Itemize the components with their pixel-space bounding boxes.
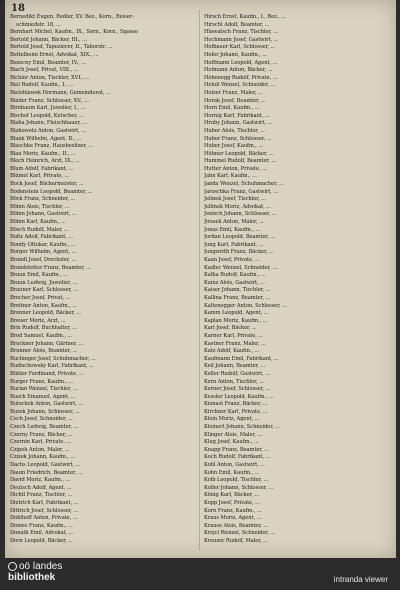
page-number: 18 <box>11 3 25 14</box>
directory-entry: David Moriz, Kaufm., ... <box>10 477 71 484</box>
directory-entry: Jahn Karl, Kaufm., ... <box>204 173 257 180</box>
directory-entry: Brix Rudolf, Buchhalter, ... <box>10 325 77 332</box>
directory-entry: Bezecny Emil, Beamter, IV., ... <box>10 59 86 66</box>
directory-entry: Kopp Josef, Private, ... <box>204 500 260 506</box>
directory-entry: Kirchner Karl, Private, ... <box>204 408 268 415</box>
directory-entry: Kohn Emil, Kaufm., ... <box>204 469 260 476</box>
directory-entry: Bernedikt Eugen, Redler, XV. Bez., Korn., Reiser- <box>10 14 134 20</box>
directory-entry: Brandl Josef, Drechsler, ... <box>10 257 77 263</box>
directory-entry: Kreuzer Rudolf, Maler, ... <box>204 537 268 544</box>
directory-entry: Knapp Franz, Beamter, ... <box>204 446 269 453</box>
scanned-page <box>5 0 396 558</box>
directory-entry: Jonas Emil, Kaufm., ... <box>204 226 261 233</box>
directory-entry: Czernin Karl, Private, ... <box>10 439 72 446</box>
directory-entry: Kessler Leopold, Kaufm., ... <box>204 393 274 400</box>
logo-mark-icon <box>8 562 17 571</box>
directory-entry: Böhm Alois, Tischler, ... <box>10 203 70 210</box>
directory-entry: Kohl Anton, Gastwirt, ... <box>204 462 265 469</box>
directory-entry: Doblhoff Anton, Private, ... <box>10 515 78 522</box>
directory-entry: Breuer Moriz, Arzt, ... <box>10 317 66 324</box>
directory-entry: König Karl, Bäcker, ... <box>204 492 260 499</box>
directory-entry: Huber Alois, Tischler, ... <box>204 127 265 134</box>
directory-entry: Hohenegg Rudolf, Private, ... <box>204 74 278 81</box>
directory-entry: Breitner Anton, Kaufm., ... <box>10 302 77 309</box>
directory-entry: Böhm Karl, Kaufm., ... <box>10 219 67 226</box>
directory-entry: Brandstetter Franz, Beamter, ... <box>10 264 91 271</box>
logo-text-line2: bibliothek <box>8 572 56 583</box>
directory-entry: Kraus Moriz, Agent, ... <box>204 515 262 522</box>
directory-entry: Boltz Adolf, Fabrikant, ... <box>10 234 73 241</box>
directory-entry: Blaschke Franz, Hausbesitzer, ... <box>10 143 93 150</box>
directory-entry: Borger Wilhelm, Agent, ... <box>10 249 76 256</box>
directory-entry: Bodenstein Leopold, Beamter, ... <box>10 188 93 195</box>
directory-entry: Budischowsky Karl, Fabrikant, ... <box>10 363 94 370</box>
library-logo[interactable] <box>8 561 62 583</box>
directory-entry: Kastner Franz, Maler, ... <box>204 340 266 347</box>
directory-entry: Czerny Franz, Bäcker, ... <box>10 431 73 438</box>
logo-line1-label: oö landes <box>19 561 63 572</box>
directory-entry: Bertold Johann, Bäcker, III., ... <box>10 36 87 43</box>
directory-entry: Korn Franz, Kaufm., ... <box>204 507 262 514</box>
directory-entry: Kleinert Johann, Schneider, ... <box>204 424 280 431</box>
directory-entry: Dorn Leopold, Bäcker, ... <box>10 537 73 544</box>
directory-entry: Horak Josef, Beamter, ... <box>204 97 266 104</box>
directory-entry: Kaufmann Emil, Fabrikant, ... <box>204 355 279 362</box>
directory-entry: Czech Ludwig, Beamter, ... <box>10 424 79 431</box>
directory-entry: Keller Rudolf, Gastwirt, ... <box>204 370 270 377</box>
directory-entry: Hirschl Adolf, Beamter, ... <box>204 21 270 28</box>
left-column <box>10 14 196 546</box>
directory-entry: Brauner Karl, Schlosser, ... <box>10 287 79 294</box>
directory-entry: Czizek Johann, Kaufm., ... <box>10 454 76 461</box>
directory-entry: Kern Anton, Tischler, ... <box>204 378 264 385</box>
directory-entry: Klein Moriz, Agent, ... <box>204 416 260 423</box>
directory-entry: Blahowetz Anton, Gastwirt, ... <box>10 127 86 134</box>
directory-entry: Hlawatsch Franz, Tischler, ... <box>204 29 278 36</box>
directory-entry: Janda Wenzel, Schuhmacher, ... <box>204 181 284 188</box>
directory-entry: Bruckner Johann, Gärtner, ... <box>10 340 84 347</box>
directory-entry: Cech Josef, Schneider, ... <box>10 416 73 423</box>
directory-entry: Krejci Wenzel, Schneider, ... <box>204 530 275 537</box>
directory-entry: Keil Johann, Beamter, ... <box>204 363 266 370</box>
directory-entry: Bondy Ottokar, Kaufm., ... <box>10 241 76 248</box>
directory-entry: Blau Moriz, Kaufm., II., ... <box>10 150 76 157</box>
directory-entry: Binder Franz, Schlosser, XV., ... <box>10 97 90 104</box>
directory-entry: Katz Adolf, Kaufm., ... <box>204 348 260 355</box>
directory-entry: Blum Adolf, Fabrikant, ... <box>10 165 74 172</box>
directory-entry: Blümel Karl, Private, ... <box>10 173 70 180</box>
directory-entry: Hummel Rudolf, Beamter, ... <box>204 158 276 165</box>
directory-entry: Jirasek Anton, Maler, ... <box>204 219 264 226</box>
directory-entry: Bösch Rudolf, Maler, ... <box>10 226 69 233</box>
directory-entry: Bertold Josef, Tapezierer, II., Taborstr. ... <box>10 44 113 51</box>
directory-entry: Braun Emil, Kaufm., ... <box>10 272 68 279</box>
directory-entry: Birnbaum Karl, Juwelier, I., ... <box>10 105 86 112</box>
directory-entry: Bühler Ferdinand, Private, ... <box>10 370 84 377</box>
directory-entry: Jungwirth Franz, Bäcker, ... <box>204 249 274 256</box>
directory-entry: Böck Franz, Schneider, ... <box>10 196 75 203</box>
directory-entry: Holzer Franz, Maler, ... <box>204 89 263 96</box>
directory-entry: Jaroschka Franz, Gastwirt, ... <box>204 188 279 195</box>
directory-entry: Brenner Leopold, Bäcker, ... <box>10 310 81 317</box>
viewer-brand-label[interactable]: intranda viewer <box>333 575 388 584</box>
directory-entry: Bischof Leopold, Kutscher, ... <box>10 112 84 119</box>
directory-entry: Braun Ludwig, Juwelier, ... <box>10 279 78 286</box>
directory-entry: Karner Karl, Private, ... <box>204 332 263 339</box>
directory-entry: Bichler Anton, Tischler, XVI., ... <box>10 74 90 81</box>
directory-entry: Hirsch Ernst, Kaufm., I., Bez., ... <box>204 14 286 20</box>
directory-entry: Kaplan Moriz, Kaufm., ... <box>204 317 268 324</box>
directory-entry: Huber Franz, Schlosser, ... <box>204 135 272 142</box>
directory-entry: Kienast Franz, Bäcker, ... <box>204 401 268 408</box>
directory-entry: Brecher Josef, Privat, ... <box>10 294 71 301</box>
column-divider <box>199 10 200 550</box>
directory-entry: Kerner Josef, Schlosser, ... <box>204 386 271 393</box>
directory-entry: Butschek Anton, Gastwirt, ... <box>10 401 83 408</box>
directory-entry: Jelinek Josef, Tischler, ... <box>204 196 266 203</box>
directory-entry: Dichtl Franz, Tischler, ... <box>10 492 73 499</box>
directory-entry: Karl Josef, Bäcker, ... <box>204 325 257 332</box>
directory-entry: Dittrich Josef, Schlosser, ... <box>10 507 79 514</box>
directory-entry: Jellinek Moriz, Advokat, ... <box>204 203 271 210</box>
directory-entry: Koller Johann, Schlosser, ... <box>204 484 274 491</box>
logo-text-line1 <box>8 561 62 572</box>
directory-entry: Koch Rudolf, Fabrikant, ... <box>204 454 271 461</box>
directory-entry: Kaan Josef, Private, ... <box>204 257 260 263</box>
directory-entry: Biel Rudolf, Kaufm., I., ... <box>10 82 74 89</box>
directory-entry: Buzek Johann, Schlosser, ... <box>10 408 80 415</box>
directory-entry: Blank Wilhelm, Agent, II., ... <box>10 135 82 142</box>
directory-entry: Bloch Heinrich, Arzt, IX., ... <box>10 158 80 165</box>
directory-entry: Böhm Johann, Gastwirt, ... <box>10 211 77 218</box>
directory-entry: Dachs Leopold, Gastwirt, ... <box>10 462 81 469</box>
directory-entry: Blaha Johann, Fleischhauer, ... <box>10 120 88 127</box>
directory-entry: Bettelheim Ernst, Advokat, XIX., ... <box>10 51 99 58</box>
directory-entry: Hübner Leopold, Bäcker, ... <box>204 150 274 157</box>
directory-entry: Kainz Alois, Gastwirt, ... <box>204 279 265 286</box>
directory-entry: Holub Wenzel, Schneider, ... <box>204 82 276 89</box>
directory-entry: Hochmann Josef, Gastwirt, ... <box>204 36 279 43</box>
directory-entry: Kafka Rudolf, Kaufm., ... <box>204 272 266 279</box>
directory-entry: Brunner Alois, Beamter, ... <box>10 348 78 355</box>
directory-entry: Jung Karl, Fabrikant, ... <box>204 241 264 248</box>
directory-entry: Hruby Johann, Gastwirt, ... <box>204 120 273 127</box>
directory-entry: Hofmann Anton, Bäcker, ... <box>204 67 273 74</box>
directory-entry: Bock Josef, Bäckermeister, ... <box>10 181 84 188</box>
directory-entry: Hofer Johann, Kaufm., ... <box>204 51 267 58</box>
directory-entry: Bernhart Michel, Kaufm., IX., Sorn., Korn., Sgasse <box>10 29 138 36</box>
directory-entry: Burian Wenzel, Tischler, ... <box>10 386 78 393</box>
directory-entry: schmiedstr. 18, ... <box>16 21 61 28</box>
directory-entry: Donath Emil, Advokat, ... <box>10 530 74 537</box>
directory-entry: Jenisch Johann, Schlosser, ... <box>204 211 277 218</box>
directory-entry: Bielohlawek Hermann, Gemeinderat, ... <box>10 89 111 96</box>
directory-entry: Brod Samuel, Kaufm., ... <box>10 332 72 339</box>
directory-entry: Kadlec Wenzel, Schneider, ... <box>204 264 278 271</box>
directory-entry: Huber Josef, Kaufm., ... <box>204 143 263 150</box>
directory-entry: Kallina Franz, Beamter, ... <box>204 294 271 301</box>
directory-entry: Kaiser Johann, Tischler, ... <box>204 287 271 294</box>
directory-entry: Jordan Leopold, Beamter, ... <box>204 234 275 241</box>
directory-entry: Horn Emil, Kaufm., ... <box>204 105 260 112</box>
directory-entry: Deutsch Adolf, Agent, ... <box>10 484 72 491</box>
directory-entry: Hornig Karl, Fabrikant, ... <box>204 112 270 119</box>
directory-entry: Dietrich Karl, Fabrikant, ... <box>10 500 79 506</box>
directory-entry: Buchinger Josef, Schuhmacher, ... <box>10 355 96 362</box>
directory-entry: Hofbauer Karl, Schlosser, ... <box>204 44 276 51</box>
directory-entry: Daum Friedrich, Beamter, ... <box>10 469 83 476</box>
directory-entry: Krause Alois, Beamter, ... <box>204 522 268 529</box>
directory-entry: Kaltenegger Anton, Schlosser, ... <box>204 302 287 309</box>
directory-entry: Hutter Anton, Private, ... <box>204 165 267 172</box>
directory-entry: Klug Josef, Kaufm., ... <box>204 439 259 446</box>
directory-entry: Busch Emanuel, Agent, ... <box>10 393 76 400</box>
directory-entry: Hoffmann Leopold, Agent, ... <box>204 59 278 66</box>
directory-entry: Czipek Anton, Maler, ... <box>10 446 70 453</box>
directory-entry: Burger Franz, Kaufm., ... <box>10 378 74 385</box>
right-column <box>204 14 390 546</box>
directory-entry: Kamm Leopold, Agent, ... <box>204 310 269 317</box>
directory-entry: Kolb Leopold, Tischler, ... <box>204 477 269 484</box>
directory-entry: Klinger Alois, Maler, ... <box>204 431 262 438</box>
directory-entry: Domes Franz, Kaufm., ... <box>10 522 73 529</box>
directory-entry: Biach Josef, Privat, VIII., ... <box>10 67 79 74</box>
